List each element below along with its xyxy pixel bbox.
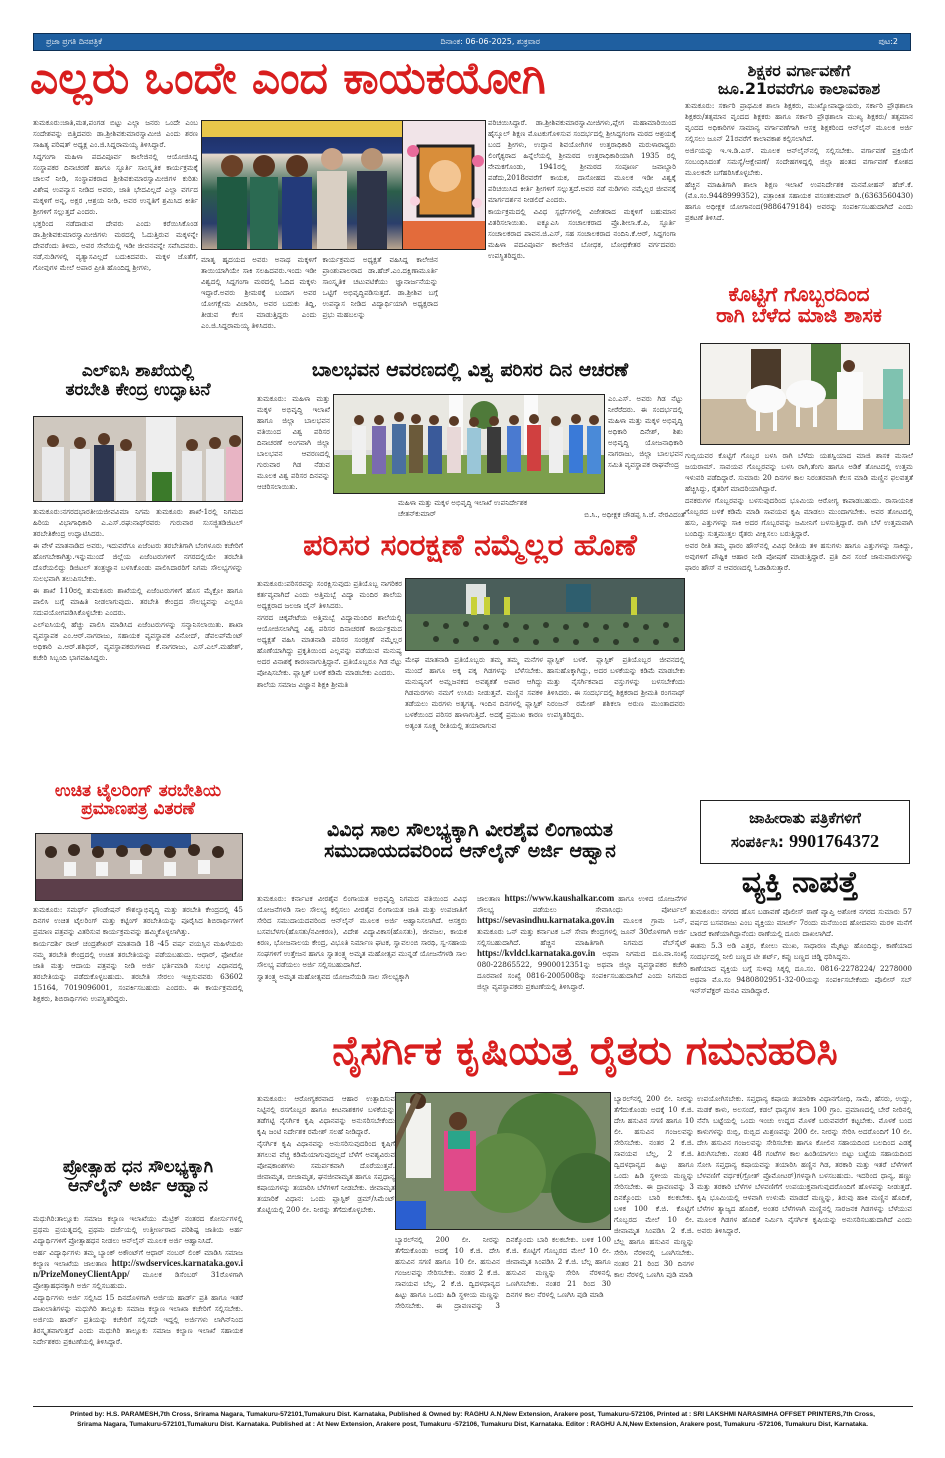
natural-farming-mid-body: ಬ್ಯಾರಲ್‍ನಲ್ಲಿ 200 ಲೀ. ನೀರನ್ನು ತೆಗೆದುಕೊಂಡು ಅದಕ್ಕೆ 10 ಕೆ.ಜಿ. ದೇಸಿ ಹಸುವಿನ ಸಗಣಿ ಹಾಗೂ 10 ಲೀ. ಹಸುವಿನ ಗಂಜಲವನ್ನು ಸೇರಿಸಬೇಕು. ನಂತರ 2 ಕೆ.ಜಿ. ಸಾವಯವ ಬೆಲ್ಲ, 2 ಕೆ.ಜಿ. ದ್ವಿದಳಧಾನ್ಯದ ಹಿಟ್ಟು ಹಾಗೂ ಒಂದು ಹಿಡಿ ಸ್ಥಳೀಯ ಮಣ್ಣನ್ನು ಸೇರಿಸಬೇಕು. ಈ ದ್ರಾವಣವನ್ನು 3 ದಿನಕ್ಕೊಂದು ಬಾರಿ ಕಲಕಬೇಕು. ಬಳಿಕ 100 ಕೆ.ಜಿ. ಕೊಟ್ಟಿಗೆ ಗೊಬ್ಬರದ ಮೇಲೆ 10 ಲೀ. ಜೀವಾಮೃತ ಸಿಂಪಡಿಸಿ 2 ಕೆ.ಜಿ. ಬೆಲ್ಲ ಹಾಗೂ ಹಸುವಿನ ಮಣ್ಣನ್ನು ಸೇರಿಸಿ ನೆರಳಿನಲ್ಲಿ ಒಣಗಿಸಬೇಕು. ನಂತರ 21 ರಿಂದ 30 ದಿನಗಳ ಕಾಲ ನೆರಳಲ್ಲಿ ಒಣಗಿಸಿ ಪುಡಿ ಮಾಡಿ xyxy=(614,1094,694,1279)
tailoring-body xyxy=(33,904,243,1096)
lead-mid-paragraph: ಮಾತೃ ಹೃದಯದ ಅವರು ಅನಾಥ ಮಕ್ಕಳಿಗೆ ತಾಯಿಯಾಗಿಯೇ ಸಾಕಿ ಸಲಹಿದವರು.ಇಂದು ಇಡೀ ವಿಶ್ವದಲ್ಲಿ ಸಿದ್ದಗಂಗಾ ಮಠದಲ್ಲಿ ಓದಿದ ಮಕ್ಕಳು ಇದ್ದಾರೆ.ಅವರು ಶ್ರೀಮಠಕ್ಕೆ ಬಂದಾಗ ಅವರ ಯೋಗಕ್ಷೇಮ ವಿಚಾರಿಸಿ, ಅವರ ಬದುಕು ತಿದ್ದಿ, ತೀಡುವ ಕೆಲಸ ಮಾಡುತ್ತಿದ್ದರು ಎಂದು ಎಂ.ಜಿ.ಸಿದ್ದರಾಮಯ್ಯ ತಿಳಿಸಿದರು. xyxy=(201,255,317,330)
balabhavan-photo xyxy=(333,394,605,494)
ragi-paragraph: ಅವರ ರೀತಿ ತಮ್ಮ ಫಾರಂ ಹೌಸ್‍ನಲ್ಲಿ ವಿವಿಧ ರೀತಿಯ ತಳಿ ಹಸುಗಳು ಹಾಗೂ ಎತ್ತುಗಳನ್ನು ಸಾಕಿದ್ದು, ಅವುಗಳಿಗೆ ಪೌಷ್ಟಿಕ ಆಹಾರ ನೀಡಿ ಪೋಷಣೆ ಮಾಡುತ್ತಿದ್ದಾರೆ. ಪ್ರತಿ ದಿನ ಸಂಜೆ ಜಾನುವಾರುಗಳನ್ನು ಫಾರಂ ಹೌಸ್ ನ ಆವರಣದಲ್ಲಿ ಓಡಾಡಿಸುತ್ತಾರೆ. xyxy=(685,541,913,572)
loan-left-body xyxy=(257,893,467,1028)
lead-right-paragraph: ಪರಿಚಯಿಸಿದ್ದಾರೆ. ಡಾ.ಶ್ರೀಶಿವಕುಮಾರಸ್ವಾಮೀಜಿಗಳು,ಪ್ಲೇಗ ಮಹಾಮಾರಿಯಿಂದ ಹೈಸ್ಕೂಲ್ ಶಿಕ್ಷಣ ಮೊಟಕುಗೊಳಿಸುವ ಸಂದರ್ಭದಲ್ಲಿ ಶ್ರೀಸಿದ್ದಗಂಗಾ ಮಠದ ಆಶ್ರಯಕ್ಕೆ ಬಂದ ಶ್ರೀಗಳು, ಉದ್ದಾನ ಶಿವಯೋಗಿಗಳ ಉತ್ತರಾಧಿಕಾರಿ ಮರುಳಾರಾಧ್ಯರು ಲಿಂಗೈಕ್ಯರಾದ ಹಿನ್ನೆಲೆಯಲ್ಲಿ ಶ್ರೀಮಠದ ಉತ್ತರಾಧಿಕಾರಿಯಾಗಿ 1935 ರಲ್ಲಿ ನೇಮಕಗೊಂಡು, 1941ರಲ್ಲಿ ಶ್ರೀಮಠದ ಸಂಪೂರ್ಣ ಜವಾಬ್ದಾರಿ ಪಡೆದು,2018ರವರೆಗೆ ಕಾಯಕ, ದಾಸೋಹದ ಮೂಲಕ ಇಡೀ ವಿಶ್ವಕ್ಕೆ ಪರಿಚಯಿಸಿದ ಕೀರ್ತಿ ಶ್ರೀಗಳಿಗೆ ಸಲ್ಲುತ್ತದೆ.ಅವರ ನಡೆ ನುಡಿಗಳು ನಮ್ಮೆಲ್ಲರ ಜೀವನಕ್ಕೆ ಮಾರ್ಗದರ್ಶನ ನೀಡಲಿದೆ ಎಂದರು. xyxy=(488,118,676,204)
natural-farming-headline: ನೈಸರ್ಗಿಕ ಕೃಷಿಯತ್ತ ರೈತರು ಗಮನಹರಿಸಿ xyxy=(332,1028,838,1074)
ad-contact-label: ಸಂಪರ್ಕಿಸಿ: xyxy=(730,833,784,851)
loan-right-text: ಹಾಗೂ ಉಳಿದ ಯೋಜನೆಗಳ ಸೌಲಭ್ಯ ಪಡೆಯಲು ಸೇವಾಸಿಂಧು ಪೋರ್ಟಲ್ xyxy=(477,894,687,914)
ad-phone-number: 9901764372 xyxy=(789,831,880,851)
tailoring-photo xyxy=(35,833,243,901)
tailoring-photo-image xyxy=(36,834,243,901)
balabhavan-headline: ಬಾಲಭವನ ಆವರಣದಲ್ಲಿ ವಿಶ್ವ ಪರಿಸರ ದಿನ ಆಚರಣೆ xyxy=(311,359,629,381)
incentive-paragraph: ಅರ್ಹ ವಿದ್ಯಾರ್ಥಿಗಳು ತಮ್ಮ ಬ್ಯಾಂಕ್ ಅಕೌಂಟ್‍ಗೆ ಆಧಾರ್ ನಂಬರ್ ಲಿಂಕ್ ಮಾಡಿಸಿ ಸಮಾಜ ಕಲ್ಯಾಣ ಇಲಾಖೆಯ ಜಾಲತಾಣ xyxy=(33,1248,243,1268)
sevasindhu-link[interactable]: https://sevasindhu.karnataka.gov.in xyxy=(477,915,615,925)
environment-paragraph: ಶಾಲೆಯ ಸಮಾಜ ವಿಜ್ಞಾನ ಶಿಕ್ಷಕಿ ಶ್ರೀಮತಿ xyxy=(257,680,349,689)
tailoring-paragraph: ಕಾರ್ಯದರ್ಶಿ ರಾಜ್ ಚಂದ್ರಶೇಖರ್ ಮಾತನಾಡಿ 18 -45 ವರ್ಷ ವಯಸ್ಸಿನ ಮಹಿಳೆಯರು ನಮ್ಮ ತರಬೇತಿ ಕೇಂದ್ರದಲ್ಲಿ ಉಚಿತ ತರಬೇತಿಯನ್ನು ಪಡೆಯಬಹುದು. ಆಧಾರ್, ಫೋಟೋ ಜಾತಿ ಮತ್ತು ಆದಾಯ ಪತ್ರವನ್ನು ನೀಡಿ ಅರ್ಜಿ ಭರ್ತಿಮಾಡಿ ಸುಲಭ ವಿಧಾನದಲ್ಲಿ ತರಬೇತಿಯನ್ನು ಪಡೆದುಕೊಳ್ಳಬಹುದು. ತರಬೇತಿ ಸೇರಲು ಇಚ್ಛಿಸುವವರು 63602 15164, 7019096001, ಸಂಪರ್ಕಿಸಬಹುದು ಎಂದರು. ಈ ಕಾರ್ಯಕ್ರಮದಲ್ಲಿ ಶಿಕ್ಷಕರು, ಶಿಬಿರಾರ್ಥಿಗಳು ಉಪಸ್ಥಿತರಿದ್ದರು. xyxy=(33,939,243,1003)
loan-right-text: ಜಾಲತಾಣ xyxy=(477,894,501,903)
incentive-paragraph: ಮೂಲಕ ಡಿಸೆಂಬರ್ 31ರೊಳಗಾಗಿ ಪ್ರೋತ್ಸಾಹಧನಕ್ಕಾಗಿ ಅರ್ಜಿ ಸಲ್ಲಿಸಬಹುದು. xyxy=(33,1270,243,1290)
ragi-headline-line2: ರಾಗಿ ಬೆಳೆದ ಮಾಜಿ ಶಾಸಕ xyxy=(716,303,882,327)
balabhavan-left-body: ತುಮಕೂರು: ಮಹಿಳಾ ಮತ್ತು ಮಕ್ಕಳ ಅಭಿವೃದ್ಧಿ ಇಲಾಖೆ ಹಾಗೂ ಜಿಲ್ಲಾ ಬಾಲಭವನ ವತಿಯಿಂದ ವಿಶ್ವ ಪರಿಸರ ದಿನಾಚರಣೆ ಅಂಗವಾಗಿ ಜಿಲ್ಲಾ ಬಾಲಭವನ ಆವರಣದಲ್ಲಿ ಗುರುವಾರ ಗಿಡ ನೆಡುವ ಮೂಲಕ ವಿಶ್ವ ಪರಿಸರ ದಿನವನ್ನು ಆಚರಿಸಲಾಯಿತು. xyxy=(257,394,330,491)
teachers-paragraph: ತುಮಕೂರು: ಸರ್ಕಾರಿ ಪ್ರಾಥಮಿಕ ಶಾಲಾ ಶಿಕ್ಷಕರು, ಮುಖ್ಯೋಪಾಧ್ಯಾಯರು, ಸರ್ಕಾರಿ ಪ್ರೌಢಶಾಲಾ ಶಿಕ್ಷಕರು/ತತ್ಸಮಾನ ವೃಂದದ ಶಿಕ್ಷಕರು ಹಾಗೂ ಸರ್ಕಾರಿ ಪ್ರೌಢಶಾಲಾ ಮುಖ್ಯ ಶಿಕ್ಷಕರು/ ತತ್ಸಮಾನ ವೃಂದದ ಅಧಿಕಾರಿಗಳ ಸಾಮಾನ್ಯ ವರ್ಗಾವಣೆಗಾಗಿ ಆಸಕ್ತ ಶಿಕ್ಷಕರಿಂದ ಆನ್‍ಲೈನ್ ಮೂಲಕ ಅರ್ಜಿ ಸಲ್ಲಿಸಲು ಜೂನ್ 21ರವರೆಗೆ ಕಾಲಾವಕಾಶ ಕಲ್ಪಿಸಲಾಗಿದೆ. xyxy=(685,101,913,143)
lead-mid-paragraph: ಕಾರ್ಯಕ್ರಮದ ಅಧ್ಯಕ್ಷತೆ ವಹಿಸಿದ್ದ ಕಾಲೇಜಿನ ಪ್ರಾಂಶುಪಾಲರಾದ ಡಾ.ಹೆಚ್.ಎಂ.ದಕ್ಷಿಣಾಮೂರ್ತಿ ಸಾಂಸ್ಕೃತಿಕ ಚಟುವಟಿಕೆಯು ಜ್ಞಾನಾರ್ಜನೆಯನ್ನು ಒಟ್ಟಿಗೆ ಅಭಿವೃದ್ಧಿಪಡಿಸುತ್ತದೆ. ಡಾ.ಶ್ರೀಶಿವ ಬಗ್ಗೆ ಉಪನ್ಯಾಸ ನೀಡಿದ ವಿದ್ಯಾರ್ಥಿಯಾಗಿ ಅಧ್ಯಕ್ಷರಾದ ಪ್ರಭು ಮಹಬಲನ್ನು xyxy=(322,255,438,319)
lead-right-paragraph: ಕಾರ್ಯಕ್ರಮದಲ್ಲಿ ವಿವಿಧ ಸ್ಪರ್ಧೆಗಳಲ್ಲಿ ವಿಜೇತರಾದ ಮಕ್ಕಳಿಗೆ ಬಹುಮಾನ ವಿತರಿಸಲಾಯಿತು. ಐಕ್ಯೂಎಸಿ ಸಂಚಾಲಕರಾದ ಪ್ರೊ.ಶೀಲಾ.ಕೆ.ಪಿ, ಸ್ಫೂರ್ತಿ ಸಂಚಾಲಕರಾದ ಪಾವನ.ಜಿ.ಎಸ್, ಸಹ ಸಂಚಾಲಕರಾದ ನಂದಿನಿ.ಕೆ.ಆರ್, ಸಿದ್ದಗಂಗಾ ಮಹಿಳಾ ಪದವಿಪೂರ್ವ ಕಾಲೇಜಿನ ಬೋಧಕ, ಬೋಧಕೇತರ ವರ್ಗದವರು ಉಪಸ್ಥಿತರಿದ್ದರು. xyxy=(488,207,676,260)
incentive-headline xyxy=(33,1158,243,1195)
natural-farming-paragraph: ನೈಸರ್ಗಿಕ ಕೃಷಿ ವಿಧಾನವನ್ನು ಅನುಸರಿಸುವುದರಿಂದ ಕೃಷಿಗೆ ತಗಲುವ ವೆಚ್ಚ ಕಡಿಮೆಯಾಗುವುದಲ್ಲದೆ ಬೆಳೆಗೆ ಅವಶ್ಯವಿರುವ ಪೋಷಕಾಂಶಗಳು ಸಮರ್ಪಕವಾಗಿ ದೊರೆಯುತ್ತವೆ. ಜೀವಾಮೃತ, ಬೀಜಾಮೃತ, ಘನಜೀವಾಮೃತ ಹಾಗೂ ಸಪ್ತಧಾನ್ಯ ಕಷಾಯಗಳನ್ನು ತಯಾರಿಸಿ ಬೆಳೆಗಳಿಗೆ ನೀಡಬೇಕು. ಜೀವಾಮೃತ ತಯಾರಿಕೆ ವಿಧಾನ: ಒಂದು ಪ್ಲಾಸ್ಟಿಕ್ ಡ್ರಮ್/ಸಿಮೆಂಟ್ ತೊಟ್ಟಿಯಲ್ಲಿ 200 ಲೀ. ನೀರನ್ನು ತೆಗೆದುಕೊಳ್ಳಬೇಕು. xyxy=(257,1139,395,1214)
kvldcl-link[interactable]: https://kvldcl.karnataka.gov.in xyxy=(477,948,596,958)
page-number: ಪುಟ:2 xyxy=(878,37,898,46)
masthead-bar xyxy=(33,33,911,51)
environment-left-body xyxy=(257,578,402,806)
ragi-paragraph: ಗುಬ್ಬಿಯವರ ಕೊಟ್ಟಿಗೆ ಗೊಬ್ಬರ ಬಳಸಿ ರಾಗಿ ಬೆಳೆದು ಯಶಸ್ವಿಯಾದ ಮಾಜಿ ಶಾಸಕ ಮಸಾಲೆ ಜಯರಾಮ್. ಸಾವಯವ ಗೊಬ್ಬರವನ್ನು ಬಳಸಿ ರಾಗಿ,ತೆಂಗು ಹಾಗೂ ಅಡಿಕೆ ತೋಟದಲ್ಲಿ ಉತ್ತಮ ಇಳುವರಿ ಪಡೆದಿದ್ದಾರೆ. ಸುಮಾರು 20 ದಿನಗಳ ಕಾಲ ನಿರಂತರವಾಗಿ ಕೆಲಸ ಮಾಡಿ ಮಣ್ಣಿನ ಫಲವತ್ತತೆ ಹೆಚ್ಚಿಸಿದ್ದು, ರೈತರಿಗೆ ಮಾದರಿಯಾಗಿದ್ದಾರೆ. xyxy=(685,451,913,493)
lead-paragraph: ಭಕ್ತರಿಂದ ನಡೆದಾಡುವ ದೇವರು ಎಂದು ಕರೆಯಿಸಿಕೊಂಡ ಡಾ.ಶ್ರೀಶಿವಕುಮಾರಸ್ವಾಮೀಜಿಗಳು ಮಠದಲ್ಲಿ ಓದುತ್ತಿರುವ ಮಕ್ಕಳನ್ನೇ ದೇವರೆಂದು ತಿಳಿದು, ಅವರ ಸೇವೆಯಲ್ಲಿ ಇಡೀ ಜೀವನವನ್ನೇ ಸವೆಸಿದವರು. ನಡೆ,ನುಡಿಗಳಲ್ಲಿ ವ್ಯತ್ಯಾಸವಿಲ್ಲದೆ ಬದುಕಿದವರು. ಮಕ್ಕಳ ಜೊತೆಗೆ, ಗೋವುಗಳ ಮೇಲೆ ಅಪಾರ ಪ್ರೀತಿ ಹೊಂದಿದ್ದ ಶ್ರೀಗಳು, xyxy=(33,219,198,272)
loan-headline-line2: ಸಮುದಾಯದವರಿಂದ ಆನ್‍ಲೈನ್ ಅರ್ಜಿ ಆಹ್ವಾನ xyxy=(324,839,616,862)
balabhavan-right-body: ಎಂ.ಎಸ್. ಅವರು ಗಿಡ ನೆಟ್ಟು ನೀರೆರೆದರು. ಈ ಸಂದರ್ಭದಲ್ಲಿ ಮಹಿಳಾ ಮತ್ತು ಮಕ್ಕಳ ಅಭಿವೃದ್ಧಿ ಅಧಿಕಾರಿ ದಿನೇಶ್, ಶಿಶು ಅಭಿವೃದ್ಧಿ ಯೋಜನಾಧಿಕಾರಿ ನಾಗರಾಜು, ಜಿಲ್ಲಾ ಬಾಲಭವನ ಸಮಿತಿ ವ್ಯವಸ್ಥಾಪಕ ರಾಘವೇಂದ್ರ xyxy=(608,394,683,469)
loan-paragraph: ಸ್ವಾತಂತ್ರ್ಯ ಅಮೃತ ಮಹೋತ್ಸವದ ಯೋಜನೆಯಡಿ ಸಾಲ ಸೌಲಭ್ಯಕ್ಕಾಗಿ xyxy=(257,972,410,981)
natural-farming-continued: ಬ್ಯಾರಲ್‍ನಲ್ಲಿ 200 ಲೀ. ನೀರನ್ನು ತೆಗೆದುಕೊಂಡು ಅದಕ್ಕೆ 10 ಕೆ.ಜಿ. ದೇಸಿ ಹಸುವಿನ ಸಗಣಿ ಹಾಗೂ 10 ಲೀ. ಹಸುವಿನ ಗಂಜಲವನ್ನು ಸೇರಿಸಬೇಕು. ನಂತರ 2 ಕೆ.ಜಿ. ಸಾವಯವ ಬೆಲ್ಲ, 2 ಕೆ.ಜಿ. ದ್ವಿದಳಧಾನ್ಯದ ಹಿಟ್ಟು ಹಾಗೂ ಒಂದು ಹಿಡಿ ಸ್ಥಳೀಯ ಮಣ್ಣನ್ನು ಸೇರಿಸಬೇಕು. ಈ ದ್ರಾವಣವನ್ನು 3 ದಿನಕ್ಕೊಂದು ಬಾರಿ ಕಲಕಬೇಕು. ಬಳಿಕ 100 ಕೆ.ಜಿ. ಕೊಟ್ಟಿಗೆ ಗೊಬ್ಬರದ ಮೇಲೆ 10 ಲೀ. ಜೀವಾಮೃತ ಸಿಂಪಡಿಸಿ 2 ಕೆ.ಜಿ. ಬೆಲ್ಲ ಹಾಗೂ ಹಸುವಿನ ಮಣ್ಣನ್ನು ಸೇರಿಸಿ ನೆರಳಿನಲ್ಲಿ ಒಣಗಿಸಬೇಕು. ನಂತರ 21 ರಿಂದ 30 ದಿನಗಳ ಕಾಲ ನೆರಳಲ್ಲಿ ಒಣಗಿಸಿ ಪುಡಿ ಮಾಡಿ xyxy=(395,1235,611,1310)
natural-farming-photo xyxy=(395,1092,611,1230)
lead-paragraph: ತುಮಕೂರು:ಜಾತಿ,ಮತ,ಪಂಗಡ ಬಿಟ್ಟು ಎಲ್ಲಾ ಜನರು ಒಂದೇ ಎಂಬ ಸಂದೇಶವನ್ನು ಬಿತ್ತಿದವರು ಡಾ.ಶ್ರೀಶಿವಕುಮಾರಸ್ವಾಮೀಜಿ ಎಂದು ಶರಣ ಸಾಹಿತ್ಯ ಪರಿಷತ್ ಅಧ್ಯಕ್ಷ ಎಂ.ಜಿ.ಸಿದ್ದರಾಮಯ್ಯ ತಿಳಿಸಿದ್ದಾರೆ. xyxy=(33,118,198,149)
missing-paragraph: ಕಾಣೆಯಾದ ವ್ಯಕ್ತಿಯ ಬಗ್ಗೆ ಸುಳಿವು ಸಿಕ್ಕಲ್ಲಿ ದೂ.ಸಂ. 0816-2278224/ 2278000 ಅಥವಾ ಮೊ.ಸಂ 9480802951-32-00ಯನ್ನು ಸಂಪರ್ಕಿಸಬೇಕೆಂದು ಪೊಲೀಸ್ ಸಬ್ ಇನ್ಸ್‍ಪೆಕ್ಟರ್ ಮನವಿ ಮಾಡಿದ್ದಾರೆ. xyxy=(690,964,912,995)
lead-headline: ಎಲ್ಲರು ಒಂದೇ ಎಂದ ಕಾಯಕಯೋಗಿ xyxy=(30,53,546,104)
tailoring-paragraph: ತುಮಕೂರು: ಸಮರ್ಥ್ ಫೌಂಡೇಷನ್ ಕೌಶಲ್ಯಾಭಿವೃದ್ಧಿ ಮತ್ತು ತರಬೇತಿ ಕೇಂದ್ರದಲ್ಲಿ 45 ದಿನಗಳ ಉಚಿತ ಟೈಲರಿಂಗ್ ಮತ್ತು ಕಟ್ಟಿಂಗ್ ತರಬೇತಿಯನ್ನು ಪೂರೈಸಿದ ಶಿಬಿರಾರ್ಥಿಗಳಿಗೆ ಪ್ರಮಾಣ ಪತ್ರವನ್ನು ವಿತರಿಸುವ ಕಾರ್ಯಕ್ರಮವನ್ನು ಹಮ್ಮಿಕೊಳ್ಳಲಾಗಿತ್ತು. xyxy=(33,905,243,936)
imprint-footer xyxy=(30,1410,915,1430)
incentive-paragraph: ವಿದ್ಯಾರ್ಥಿಗಳು ಅರ್ಜಿ ಸಲ್ಲಿಸಿದ 15 ದಿನದೊಳಗಾಗಿ ಅರ್ಜಿಯ ಹಾರ್ಡ್ ಪ್ರತಿ ಹಾಗೂ ಇತರೆ ದಾಖಲಾತಿಗಳನ್ನು ಮಧುಗಿರಿ ತಾಲ್ಲೂಕು ಸಮಾಜ ಕಲ್ಯಾಣ ಇಲಾಖಾ ಕಚೇರಿಗೆ ಸಲ್ಲಿಸಬೇಕು. ಅರ್ಜಿಯ ಹಾರ್ಡ್ ಪ್ರತಿಯನ್ನು ಕಚೇರಿಗೆ ಸಲ್ಲಿಸದೇ ಇದ್ದಲ್ಲಿ ಅರ್ಜಿಗಳು ಲಾಗಿನ್‍ನಿಂದ ತಿರಸ್ಕೃತವಾಗುತ್ತದೆ ಎಂದು ಮಧುಗಿರಿ ತಾಲ್ಲೂಕು ಸಮಾಜ ಕಲ್ಯಾಣ ಇಲಾಖೆ ಸಹಾಯಕ ನಿರ್ದೇಶಕರು ಪ್ರಕಟಣೆಯಲ್ಲಿ ತಿಳಿಸಿದ್ದಾರೆ. xyxy=(33,1293,243,1346)
environment-headline: ಪರಿಸರ ಸಂರಕ್ಷಣೆ ನಮ್ಮೆಲ್ಲರ ಹೊಣೆ xyxy=(303,528,637,563)
incentive-headline-line1: ಪ್ರೋತ್ಸಾಹ ಧನ ಸೌಲಭ್ಯಕ್ಕಾಗಿ xyxy=(62,1157,214,1177)
balabhavan-tail: ಬಿ.ಸಿ., ಅಧೀಕ್ಷಕ ಚೌಡಪ್ಪ ಸಿ.ಜೆ. ನೇರವಿದಂತೆ xyxy=(584,510,685,519)
incentive-link[interactable]: http://swdservices.karnataka.gov.in/PrizeMoneyClientApp/ xyxy=(33,1258,243,1279)
ad-line1: ಜಾಹೀರಾತು ಪತ್ರಿಕೆಗಳಿಗೆ xyxy=(749,809,861,827)
kaushalkar-link[interactable]: https://www.kaushalkar.com xyxy=(504,893,615,903)
issue-date: ದಿನಾಂಕ: 06-06-2025, ಶುಕ್ರವಾರ xyxy=(440,37,540,46)
natural-farming-photo-footer xyxy=(395,1234,611,1404)
natural-farming-left-body xyxy=(257,1093,395,1403)
lic-headline-line1: ಎಲ್‍ಐಸಿ ಶಾಖೆಯಲ್ಲಿ xyxy=(81,361,195,381)
paper-name: ಪ್ರಜಾ ಪ್ರಗತಿ ದಿನಪತ್ರಿಕೆ xyxy=(46,37,103,46)
teachers-paragraph: ಅರ್ಜಿಯನ್ನು ಇ.ಇ.ಡಿ.ಎಸ್. ಮೂಲಕ ಆನ್‍ಲೈನ್‍ನಲ್ಲಿ ಸಲ್ಲಿಸಬೇಕು. ವರ್ಗಾವಣೆ ಪ್ರಕ್ರಿಯೆಗೆ ಸಂಬಂಧಿಸಿದಂತೆ ಸಮಸ್ಯೆ/ಆಕ್ಷೇಪಣೆ/ ಸಂದೇಹಗಳಿದ್ದಲ್ಲಿ ಜಿಲ್ಲಾ ಹಂತದ ವರ್ಗಾವಣೆ ಕೋಶದ ಮೂಲಕವೇ ಬಗೆಹರಿಸಿಕೊಳ್ಳಬೇಕು. xyxy=(685,146,913,177)
lic-paragraph: ತುಮಕೂರು:ನಗರದಭಾರತೀಯಜೀವವಿಮಾ ನಿಗಮ ತುಮಕೂರು ಶಾಖೆ-1ರಲ್ಲಿ ನಿಗಮದ ಹಿರಿಯ ವಿಭಾಗಾಧಿಕಾರಿ ಎ.ಎಸ್.ರಘುನಾಥ್‍ರವರು ಗುರುವಾರ ಸುಸಜ್ಜಿತಡಿಜಿಟಲ್ ತರಬೇತಿಕೇಂದ್ರ ಉದ್ಘಾಟಿಸಿದರು. xyxy=(33,507,243,538)
teachers-headline-line1: ಶಿಕ್ಷಕರ ವರ್ಗಾವಣೆಗೆ xyxy=(747,61,851,80)
loan-right-text: ಮೂಲಕ ಗ್ರಾಮ ಒನ್, ತುಮಕೂರು ಒನ್ ಮತ್ತು ಕರ್ನಾಟಕ ಒನ್ ಸೇವಾ ಕೇಂದ್ರಗಳಲ್ಲಿ ಜೂನ್ 30ರೊಳಗಾಗಿ ಅರ್ಜಿ ಸಲ್ಲಿಸಬಹುದಾಗಿದೆ. ಹೆಚ್ಚಿನ ಮಾಹಿತಿಗಾಗಿ ನಿಗಮದ ವೆಬ್‍ಸೈಟ್ xyxy=(477,916,687,947)
lic-photo xyxy=(33,416,243,502)
teachers-paragraph: ಹೆಚ್ಚಿನ ಮಾಹಿತಿಗಾಗಿ ಶಾಲಾ ಶಿಕ್ಷಣ ಇಲಾಖೆ ಉಪನಿರ್ದೇಶಕ ಮನಮೋಹನ್ ಹೆಚ್.ಕೆ.(ಮೊ.ಸಂ.9448999352), ಪತ್ರಾಂಕಿತ ಸಹಾಯಕ ವಸಂತಕುಮಾರ್ ಡಿ.(6363560430) ಹಾಗೂ ಅಧೀಕ್ಷಕ ಯೋಗಾನಂದ(9886479184) ಅವರನ್ನು ಸಂಪರ್ಕಿಸಬಹುದಾಗಿದೆ ಎಂದು ಪ್ರಕಟಣೆ ತಿಳಿಸಿದೆ. xyxy=(685,180,913,222)
footer-rule xyxy=(33,1406,913,1407)
lic-headline xyxy=(33,362,243,399)
ragi-headline xyxy=(685,284,913,326)
teachers-headline-line2: ಜೂ.21ರವರೆಗೂ ಕಾಲಾವಕಾಶ xyxy=(717,78,881,98)
loan-paragraph: ತುಮಕೂರು: ಕರ್ನಾಟಕ ವೀರಶೈವ ಲಿಂಗಾಯತ ಅಭಿವೃದ್ಧಿ ನಿಗಮದ ವತಿಯಿಂದ ವಿವಿಧ ಯೋಜನೆಗಳಡಿ ಸಾಲ ಸೌಲಭ್ಯ ಕಲ್ಪಿಸಲು ವೀರಶೈವ ಲಿಂಗಾಯತ ಜಾತಿ ಮತ್ತು ಉಪಜಾತಿಗೆ ಸೇರಿದ ಸಮುದಾಯದವರಿಂದ ಆನ್‍ಲೈನ್ ಮೂಲಕ ಅರ್ಜಿ ಆಹ್ವಾನಿಸಲಾಗಿದೆ. ಆಸಕ್ತರು ಬಸವಬೆಳಗು(ಹೊಸತು/ನವೀಕರಣ), ವಿದೇಶ ವಿದ್ಯಾವಿಕಾಸ(ಹೊಸತು), ಜೀವಜಲ, ಕಾಯಕ ಕಿರಣ, ಭೋಜನಾಲಯ ಕೇಂದ್ರ, ವಿಭೂತಿ ನಿರ್ಮಾಣ ಘಟಕ, ಸ್ವಾವಲಂಬಿ ಸಾರಥಿ, ಸ್ವ-ಸಹಾಯ ಸಂಘಗಳಿಗೆ ಉತ್ತೇಜನ ಹಾಗೂ ಸ್ವಾತಂತ್ರ್ಯ ಅಮೃತ ಮಹೋತ್ಸವ ಮುನ್ನಡೆ ಯೋಜನೆಗಳಡಿ ಸಾಲ ಸೌಲಭ್ಯ ಪಡೆಯಲು ಅರ್ಜಿ ಸಲ್ಲಿಸಬಹುದಾಗಿದೆ. xyxy=(257,894,467,969)
swamiji-portrait-photo xyxy=(402,120,486,250)
swamiji-portrait-image xyxy=(403,121,486,250)
lic-paragraph: ಈ ಶಾಖೆ 110ರಲ್ಲಿ ತುಮಕೂರು ಶಾಖೆಯಲ್ಲಿ ಏಜೆಂಟರುಗಳಿಗೆ ಹೊಸ ಮೈಕ್ರೋ ಹಾಗೂ ಪಾಲಿಸಿ ಬಗ್ಗೆ ಮಾಹಿತಿ ನೀಡಲಾಗುವುದು. ತರಬೇತಿ ಕೇಂದ್ರದ ಸೌಲಭ್ಯವನ್ನು ಎಲ್ಲರೂ ಸದುಪಯೋಗಪಡಿಸಿಕೊಳ್ಳಬೇಕು ಎಂದರು. xyxy=(33,586,243,617)
ragi-headline-line1: ಕೊಟ್ಟಿಗೆ ಗೊಬ್ಬರದಿಂದ xyxy=(728,282,870,306)
missing-paragraph: ತುಮಕೂರು: ನಗರದ ಹೊಸ ಬಡಾವಣೆ ಪೊಲೀಸ್ ಠಾಣೆ ವ್ಯಾಪ್ತಿ ಅಶೋಕ ನಗರದ ಸುಮಾರು 57 ವರ್ಷದ ಬಸವರಾಜು ಎಂಬ ವ್ಯಕ್ತಿಯು ಮಾರ್ಚ್ 7ರಂದು ಮನೆಯಿಂದ ಹೋದವನು ಮರಳಿ ಮನೆಗೆ ಬಾರದೆ ಕಾಣೆಯಾಗಿದ್ದಾನೆಂದು ಠಾಣೆಯಲ್ಲಿ ದೂರು ದಾಖಲಾಗಿದೆ. xyxy=(690,907,912,938)
incentive-paragraph: ಮಧುಗಿರಿ:ತಾಲ್ಲೂಕು ಸಮಾಜ ಕಲ್ಯಾಣ ಇಲಾಖೆಯು ಮೆಟ್ರಿಕ್ ನಂತರದ ಕೋರ್ಸುಗಳಲ್ಲಿ ಪ್ರಥಮ ಪ್ರಯತ್ನದಲ್ಲಿ ಪ್ರಥಮ ದರ್ಜೆಯಲ್ಲಿ ಉತ್ತೀರ್ಣರಾದ ಪರಿಶಿಷ್ಟ ಜಾತಿಯ ಅರ್ಹ ವಿದ್ಯಾರ್ಥಿಗಳಿಗೆ ಪ್ರೋತ್ಸಾಹಧನ ನೀಡಲು ಆನ್‍ಲೈನ್ ಮೂಲಕ ಅರ್ಜಿ ಆಹ್ವಾನಿಸಿದೆ. xyxy=(33,1214,243,1245)
imprint-line2: Srirama Nagara, Tumakuru-572101,Tumakuru Dist. Karnataka. Published at : At New Extension, Arakere post, Tumakuru -572106, Tumakuru Dist, Karnataka. Editor : RAGHU A.N,New Extension, Arakere post, Tumakuru -572106, Tumakuru Dist, Karnataka. xyxy=(77,1421,868,1428)
lic-paragraph: ಎಲ್‍ಐಸಿಯಲ್ಲಿ ಹೆಚ್ಚು ಪಾಲಿಸಿ ಮಾಡಿಸಿದ ಏಜೆಂಟರುಗಳನ್ನು ಸನ್ಮಾನಿಸಲಾಯಿತು. ಶಾಖಾ ವ್ಯವಸ್ಥಾಪಕ ಎಂ.ಆರ್.ನಾಗರಾಜು, ಸಹಾಯಕ ವ್ಯವಸ್ಥಾಪಕ ವಿನೋದ್, ಡೆವಲಪ್‍ಮೆಂಟ್ ಅಧಿಕಾರಿ ಎ.ಆರ್.ಶಶಿಧರ್, ವ್ಯವಸ್ಥಾಪಕರುಗಳಾದ ಕೆ.ನಾಗರಾಜು, ಎಸ್.ಎಲ್.ಮಹೇಶ್, ಕಚೇರಿ ಸಿಬ್ಬಂದಿ ಭಾಗವಹಿಸಿದ್ದರು. xyxy=(33,620,243,662)
environment-paragraph: ನಗರದ ಚಿಕ್ಕಪೇಟೆಯ ಅತ್ತಿಮಬ್ಬೆ ವಿದ್ಯಾಮಂದಿರ ಶಾಲೆಯಲ್ಲಿ ಆಯೋಜಿಸಲಾಗಿದ್ದ ವಿಶ್ವ ಪರಿಸರ ದಿನಾಚರಣೆ ಕಾರ್ಯಕ್ರಮದ ಅಧ್ಯಕ್ಷತೆ ವಹಿಸಿ ಮಾತನಾಡಿ ಪರಿಸರ ಸಂರಕ್ಷಣೆ ನಮ್ಮೆಲ್ಲರ ಹೊಣೆಯಾಗಿದ್ದು ಪ್ರಕೃತಿಯಿಂದ ಎಲ್ಲವನ್ನು ಪಡೆಯುವ ಮನುಷ್ಯ ಅದರ ವಿನಾಶಕ್ಕೆ ಕಾರಣನಾಗುತ್ತಿದ್ದಾನೆ. ಪ್ರತಿಯೊಬ್ಬರೂ ಗಿಡ ನೆಟ್ಟು ಪೋಷಿಸಬೇಕು. ಪ್ಲಾಸ್ಟಿಕ್ ಬಳಕೆ ಕಡಿಮೆ ಮಾಡಬೇಕು ಎಂದರು. xyxy=(257,613,402,677)
loan-right-body xyxy=(477,893,687,1028)
balabhavan-photo-image xyxy=(334,395,605,494)
lic-headline-line2: ತರಬೇತಿ ಕೇಂದ್ರ ಉದ್ಘಾಟನೆ xyxy=(65,379,211,400)
environment-right-body: ಪ್ಲಾಸ್ಟಿಕ್ ಬಳಕೆ. ಪ್ಲಾಸ್ಟಿಕ್ ಪ್ರತಿಯೊಬ್ಬರ ಜೀವನದಲ್ಲಿ ಹಾಸುಹೊಕ್ಕಾಗಿದ್ದು, ಅದರ ಬಳಕೆಯನ್ನು ಕಡಿಮೆ ಮಾಡಬೇಕು ಮತ್ತು ನೈಸರ್ಗಿಕವಾದ ವಸ್ತುಗಳನ್ನು ಬಳಸಬೇಕೆಂದು ತಿಳಿಸಿದರು. ಈ ಸಂದರ್ಭದಲ್ಲಿ ಶಿಕ್ಷಕರಾದ ಶ್ರೀಮತಿ ರಂಗನಾಥ್ ನಿರಂಜನ್ ರಮೇಶ್ ಶಶಿಕಲಾ ಅರುಣ ಮುಂತಾದವರು ಉಪಸ್ಥಿತರಿದ್ದರು. xyxy=(547,655,685,719)
teachers-headline xyxy=(685,62,913,97)
natural-farming-paragraph: ತುಮಕೂರು: ಆರೋಗ್ಯಕರವಾದ ಆಹಾರ ಉತ್ಪಾದಿಸುವ ನಿಟ್ಟಿನಲ್ಲಿ ರಸಗೊಬ್ಬರ ಹಾಗೂ ಕೀಟನಾಶಕಗಳ ಬಳಕೆಯನ್ನು ತಡೆಗಟ್ಟಿ ನೈಸರ್ಗಿಕ ಕೃಷಿ ವಿಧಾನವನ್ನು ಅನುಸರಿಸಬೇಕೆಂದು ಕೃಷಿ ಜಂಟಿ ನಿರ್ದೇಶಕ ರಮೇಶ್ ಸಲಹೆ ನೀಡಿದ್ದಾರೆ. xyxy=(257,1094,395,1136)
ragi-photo-image xyxy=(701,344,910,445)
balabhavan-caption: ಮಹಿಳಾ ಮತ್ತು ಮಕ್ಕಳ ಅಭಿವೃದ್ಧಿ ಇಲಾಖೆ ಉಪನಿರ್ದೇಶಕ ಚೇತನ್‍ಕುಮಾರ್ xyxy=(398,498,528,518)
environment-mid-body: ಮೇಘ ಮಾತನಾಡಿ ಪ್ರತಿಯೊಬ್ಬರು ತಮ್ಮ ತಮ್ಮ ಮನೆಗಳ ಮುಂದೆ ಹಾಗೂ ಅಕ್ಕ ಪಕ್ಕ ಗಿಡಗಳನ್ನು ಬೆಳೆಸಬೇಕು. ಮನುಷ್ಯನಿಗೆ ಅಮ್ಲಜನಕದ ಅವಶ್ಯಕತೆ ಅಪಾರ ಆಗಿದ್ದು ಗಿಡಮರಗಳು ನಮಗೆ ಉಸಿರು ನೀಡುತ್ತವೆ. ಮಣ್ಣಿನ ಸವಕಳಿ ತಡೆಯಲು ಮರಗಳು ಅತ್ಯಗತ್ಯ. ಇಂದಿನ ದಿನಗಳಲ್ಲಿ ಪ್ಲಾಸ್ಟಿಕ್ ಬಳಕೆಯಿಂದ ಪರಿಸರ ಹಾಳಾಗುತ್ತಿದೆ. ಅದಕ್ಕೆ ಪ್ರಮುಖ ಕಾರಣ ಅತ್ಯಂತ ಸೂಕ್ಷ್ಮ ರೀತಿಯಲ್ಲಿ ತಯಾರಾಗುವ xyxy=(405,655,543,730)
ragi-body xyxy=(685,450,913,783)
lead-mid-column xyxy=(201,254,438,356)
lead-paragraph: ಸಿದ್ದಗಂಗಾ ಮಹಿಳಾ ಪದವಿಪೂರ್ವ ಕಾಲೇಜಿನಲ್ಲಿ ಆಯೋಜಿಸಿದ್ದ ಸಂಸ್ಥಾಪಕರ ದಿನಾಚರಣೆ ಹಾಗೂ ಸ್ಫೂರ್ತಿ ಸಾಂಸ್ಕೃತಿಕ ಕಾರ್ಯಕ್ರಮಕ್ಕೆ ಚಾಲನೆ ನೀಡಿ, ಸಂಸ್ಥಾಪಕರಾದ ಶ್ರೀಶಿವಕುಮಾರಸ್ವಾಮೀಜಿಗಳ ಕುರಿತು ವಿಶೇಷ ಉಪನ್ಯಾಸ ನೀಡಿದ ಅವರು, ಜಾತಿ ಭೇದವಿಲ್ಲದೆ ಎಲ್ಲಾ ವರ್ಗದ ಮಕ್ಕಳಿಗೆ ಅನ್ನ, ಅಕ್ಷರ ,ಆಶ್ರಯ ನೀಡಿ, ಅವರ ಉನ್ನತಿಗೆ ಶ್ರಮಿಸಿದ ಕೀರ್ತಿ ಶ್ರೀಗಳಿಗೆ ಸಲ್ಲುತ್ತದೆ ಎಂದರು. xyxy=(33,152,198,216)
missing-headline: ವ್ಯಕ್ತಿ ನಾಪತ್ತೆ xyxy=(741,865,859,900)
environment-photo xyxy=(405,578,685,651)
ragi-photo xyxy=(700,343,910,445)
missing-body xyxy=(690,906,912,1028)
loan-right-text: ಅಥವಾ ನಿಗಮದ ದೂ.ವಾ.ಸಂಖ್ಯೆ 080-22865522, 9900012351ನ್ನು ಅಥವಾ ಜಿಲ್ಲಾ ವ್ಯವಸ್ಥಾಪಕರ ಕಚೇರಿ ದೂರವಾಣಿ ಸಂಖ್ಯೆ 0816-2005008ನ್ನು ಸಂಪರ್ಕಿಸಬಹುದಾಗಿದೆ ಎಂದು ನಿಗಮದ ಜಿಲ್ಲಾ ವ್ಯವಸ್ಥಾಪಕರು ಪ್ರಕಟಣೆಯಲ್ಲಿ ತಿಳಿಸಿದ್ದಾರೆ. xyxy=(477,949,687,991)
ragi-paragraph: ದನಕರುಗಳ ಗೊಬ್ಬರವನ್ನು ಬಳಸುವುದರಿಂದ ಭೂಮಿಯ ಆರೋಗ್ಯ ಕಾಪಾಡಬಹುದು. ರಾಸಾಯನಿಕ ಗೊಬ್ಬರದ ಬಳಕೆ ಕಡಿಮೆ ಮಾಡಿ ಸಾವಯವ ಕೃಷಿ ಮಾಡಲು ಮುಂದಾಗಬೇಕು. ಅವರ ತೋಟದಲ್ಲಿ ಹಸು, ಎತ್ತುಗಳನ್ನು ಸಾಕಿ ಅದರ ಗೊಬ್ಬರವನ್ನು ಜಮೀನಿಗೆ ಬಳಸುತ್ತಿದ್ದಾರೆ. ರಾಗಿ ಬೆಳೆ ಉತ್ತಮವಾಗಿ ಬಂದಿದ್ದು ಸುತ್ತಮುತ್ತಲ ರೈತರು ವೀಕ್ಷಿಸಲು ಬರುತ್ತಿದ್ದಾರೆ. xyxy=(685,496,913,538)
teachers-body xyxy=(685,100,913,282)
tailoring-headline-line2: ಪ್ರಮಾಣಪತ್ರ ವಿತರಣೆ xyxy=(81,798,195,819)
lead-body xyxy=(33,117,198,355)
imprint-line1: Printed by: H.S. PARAMESH,7th Cross, Srirama Nagara, Tumakuru-572101,Tumakuru Dist. Karnataka, Published & Owned by: RAGHU A.N,New Extension, Arakere post, Tumakuru-572106, Printed at : SRI LAKSHMI NARASIMHA OFFSET PRINTERS,7th Cross, xyxy=(70,1411,875,1418)
lic-paragraph: ಈ ವೇಳೆ ಮಾತನಾಡಿದ ಅವರು, ಇದುವರೆಗೂ ಏಜೆಂಟರು ತರಬೇತಿಗಾಗಿ ಬೆಂಗಳೂರು ಕಚೇರಿಗೆ ಹೋಗಬೇಕಾಗಿತ್ತು.ಇನ್ನುಮುಂದೆ ಜಿಲ್ಲೆಯ ಏಜೆಂಟರುಗಳಿಗೆ ನಗರದಲ್ಲಿಯೇ ತರಬೇತಿ ದೊರೆಯಲಿದ್ದು ಡಿಜಿಟಲ್ ತಂತ್ರಜ್ಞಾನ ಬಳಸಿಕೊಂಡು ಪಾಲಿಸಿದಾರರಿಗೆ ನಿಗಮ ಸೌಲಭ್ಯಗಳನ್ನು ಸುಲಭವಾಗಿ ತಲುಪಿಸಬೇಕು. xyxy=(33,541,243,583)
incentive-headline-line2: ಆನ್‍ಲೈನ್ ಅರ್ಜಿ ಆಹ್ವಾನ xyxy=(68,1175,208,1196)
tailoring-headline xyxy=(33,783,243,819)
natural-farming-right-body: ಉಪಯೋಗಿಸಬೇಕು. ಸಪ್ತಧಾನ್ಯ ಕಷಾಯ ತಯಾರಿಕಾ ವಿಧಾನಗೋಧಿ, ಸಾಮೆ, ಹೆಸರು, ಉದ್ದು, ಮಡಕೆ ಕಾಳು, ಅಲಸಂದೆ, ಕಡಲೆ ಧಾನ್ಯಗಳ ತಲಾ 100 ಗ್ರಾಂ. ಪ್ರಮಾಣದಲ್ಲಿ ಬೇರೆ ನೀರಿನಲ್ಲಿ ನೆನೆಸಿ ಬಟ್ಟೆಯಲ್ಲಿ ಒಂದು ಇಂಚು ಉದ್ದದ ಮೊಳಕೆ ಬರುವವರೆಗೆ ಕಟ್ಟಬೇಕು. ಮೊಳಕೆ ಬಂದ ಕಾಳುಗಳನ್ನು ರುಬ್ಬಿ, ರುಬ್ಬಿದ ಮಿಶ್ರಣವನ್ನು 200 ಲೀ. ನೀರನ್ನು ಸೇರಿಸಿ ಅದರೊಂದಿಗೆ 10 ಲೀ. ದೇಸಿ ಹಸುವಿನ ಗಂಜಲವನ್ನು ಸೇರಿಸಬೇಕು ಹಾಗೂ ಕೋಲಿನ ಸಹಾಯದಿಂದ ಬಲದಿಂದ ಎಡಕ್ಕೆ ತಿರುಗಿಸಬೇಕು. ನಂತರ 48 ಗಂಟೆಗಳ ಕಾಲ ಹಿಂಡಿಯಾಗಲು ಬಿಟ್ಟು ಬಟ್ಟೆಯ ಸಹಾಯದಿಂದ ಸೋಸಿ ಸಪ್ತಧಾನ್ಯ ಕಷಾಯವನ್ನು ತಯಾರಿಸಿ ಹಣ್ಣಿನ ಗಿಡ, ತರಕಾರಿ ಮತ್ತು ಇತರೆ ಬೆಳೆಗಳಿಗೆ ಬೆಳವಣಿಗೆ ವರ್ಧಕ(ಗ್ರೋತ್ ಪ್ರೊಮೋಟರ್)ಗಳನ್ನಾಗಿ ಬಳಸಬಹುದು. ಇದರಿಂದ ಧಾನ್ಯ, ಹಣ್ಣು ಮತ್ತು ತರಕಾರಿ ಬೆಳೆಗಳ ಬೆಳವಣಿಗೆಗೆ ಉಪಯುಕ್ತವಾಗುವುದರೊಂದಿಗೆ ಹೊಳಪನ್ನು ನೀಡುತ್ತದೆ. ಕೃಷಿ ಭೂಮಿಯಲ್ಲಿ ಆಳವಾಗಿ ಉಳುಮೆ ಮಾಡದೆ ಮಣ್ಣನ್ನು, ತಿರುವು ಹಾಕಿ ಮಣ್ಣಿನ ಹೊದಿಕೆ, ಬೆಳೆಗಳ ತ್ಯಾಜ್ಯದ ಹೊದಿಕೆ, ಅಂತರ ಬೆಳೆಗಳಾಗಿ ಮಣ್ಣಿನಲ್ಲಿ ಸಾರಜನಕ ಗಿಡಗಳನ್ನು ಬೆಳೆಯುವ ಮೂಲಕ ಗಿಡಗಳ ಹೊದಿಕೆ ನಿರ್ಮಿಸಿ ನೈಸರ್ಗಿಕ ಕೃಷಿಯನ್ನು ಅನುಸರಿಸಬಹುದಾಗಿದೆ ಎಂದು ಅವರು ತಿಳಿಸಿದ್ದಾರೆ. xyxy=(697,1094,912,1235)
lic-body xyxy=(33,506,243,758)
lic-photo-image xyxy=(34,417,243,502)
natural-farming-photo-image xyxy=(396,1093,611,1230)
loan-headline xyxy=(255,820,685,862)
environment-paragraph: ತುಮಕೂರು:ಪರಿಸರವನ್ನು ಸಂರಕ್ಷಿಸುವುದು ಪ್ರತಿಯೊಬ್ಬ ನಾಗರಿಕರ ಕರ್ತವ್ಯವಾಗಿದೆ ಎಂದು ಅತ್ತಿಮಬ್ಬೆ ವಿದ್ಯಾ ಮಂದಿರ ಶಾಲೆಯ ಅಧ್ಯಕ್ಷರಾದ ಜಲಜಾ ಜೈನ್ ತಿಳಿಸಿದರು. xyxy=(257,579,402,610)
loan-headline-line1: ವಿವಿಧ ಸಾಲ ಸೌಲಭ್ಯಕ್ಕಾಗಿ ವೀರಶೈವ ಲಿಂಗಾಯತ xyxy=(327,819,613,841)
advertisement-contact-box xyxy=(700,800,910,864)
tailoring-headline-line1: ಉಚಿತ ಟೈಲರಿಂಗ್ ತರಬೇತಿಯ xyxy=(54,781,222,801)
missing-paragraph: ಈತನು 5.3 ಅಡಿ ಎತ್ತರ, ಕೋಲು ಮುಖ, ಸಾಧಾರಣ ಮೈಕಟ್ಟು ಹೊಂದಿದ್ದು, ಕಾಣೆಯಾದ ಸಂದರ್ಭದಲ್ಲಿ ನೀಲಿ ಬಣ್ಣದ ಟೀ ಶರ್ಟ್, ಕಪ್ಪು ಬಣ್ಣದ ಚಡ್ಡಿ ಧರಿಸಿದ್ದನು. xyxy=(690,941,912,961)
environment-photo-image xyxy=(406,579,685,651)
lead-right-column xyxy=(488,117,676,357)
incentive-body xyxy=(33,1213,243,1403)
